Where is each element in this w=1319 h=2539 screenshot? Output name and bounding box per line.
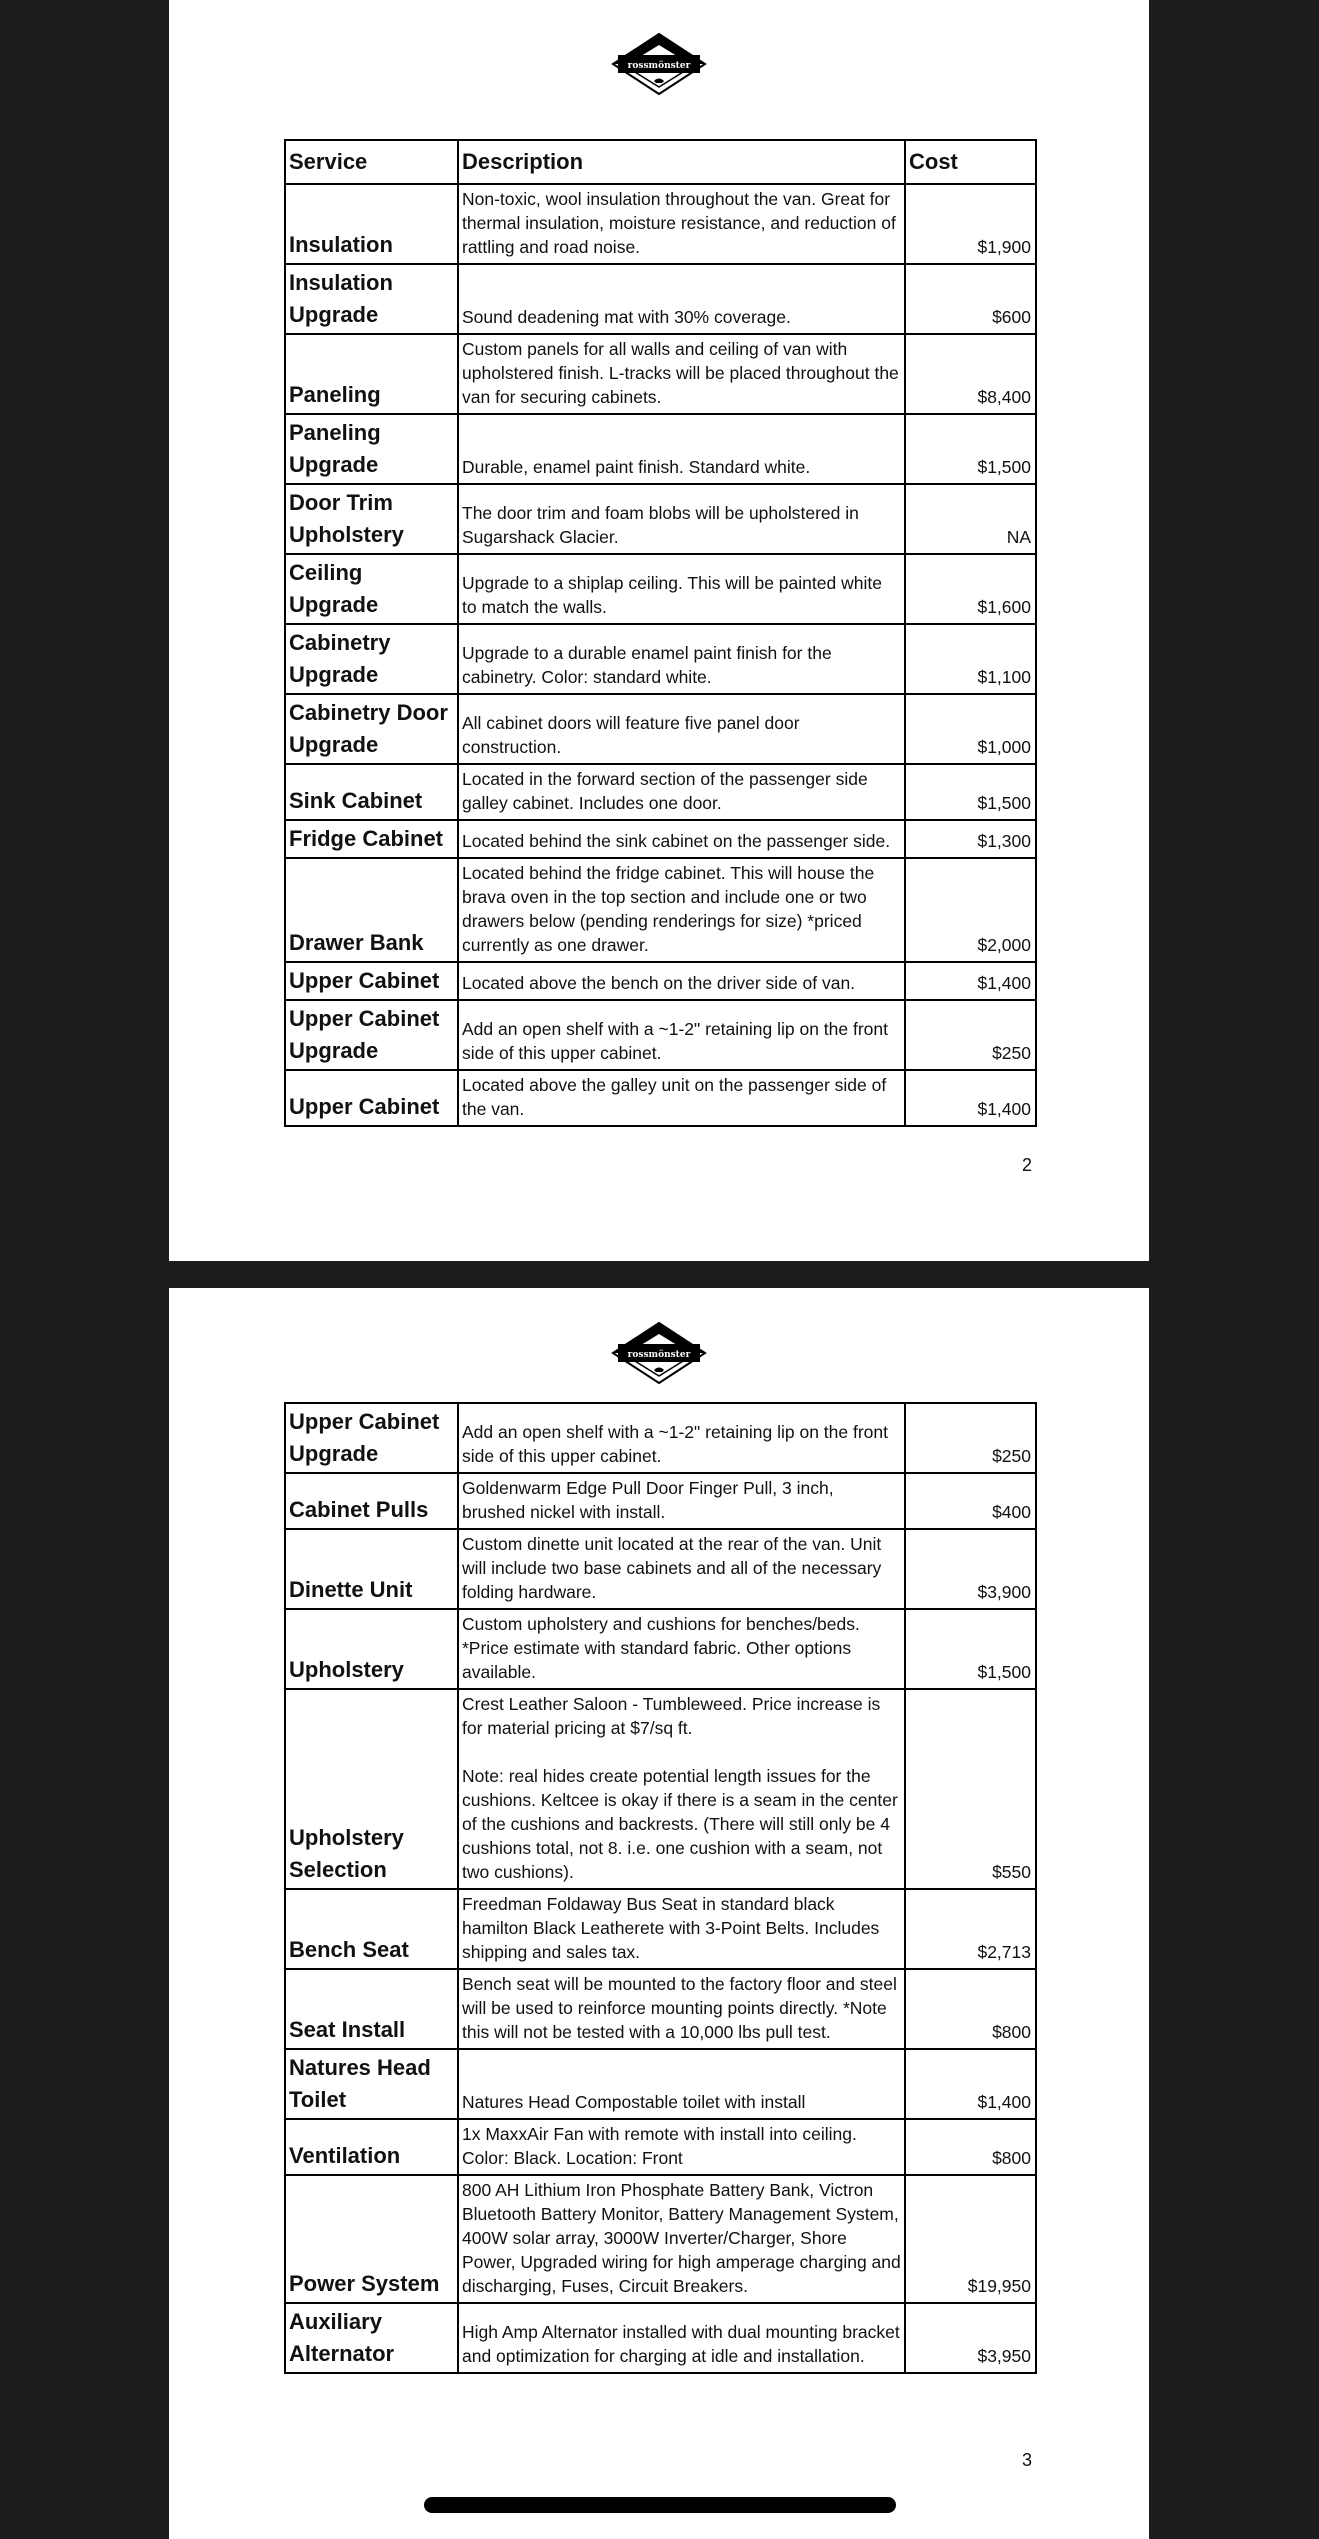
service-cell: Seat Install [285,1969,458,2049]
description-cell: The door trim and foam blobs will be upholstered in Sugarshack Glacier. [458,484,905,554]
table-row [285,1070,1036,1126]
service-cell: Cabinetry Upgrade [285,624,458,694]
table-row [285,624,1036,694]
table-row [285,1969,1036,2049]
service-cell: Upholstery [285,1609,458,1689]
service-cell: Dinette Unit [285,1529,458,1609]
cost-cell: $600 [905,264,1036,334]
cost-cell: $2,000 [905,858,1036,962]
description-cell: Natures Head Compostable toilet with install [458,2049,905,2119]
table-row [285,334,1036,414]
cost-cell: $550 [905,1689,1036,1889]
table-row [285,2303,1036,2373]
cost-cell: $19,950 [905,2175,1036,2303]
table-row [285,264,1036,334]
service-cell: Upper Cabinet [285,1070,458,1126]
cost-cell: $1,400 [905,1070,1036,1126]
rossmonster-logo [610,1320,708,1386]
description-cell: Custom dinette unit located at the rear of the van. Unit will include two base cabinets and all of the necessary folding hardware. [458,1529,905,1609]
service-cell: Upper Cabinet Upgrade [285,1403,458,1473]
cost-cell: $250 [905,1403,1036,1473]
table-row [285,1529,1036,1609]
cost-cell: $1,500 [905,764,1036,820]
table-row [285,484,1036,554]
cost-cell: $8,400 [905,334,1036,414]
cost-cell: $1,300 [905,820,1036,858]
table-row [285,1000,1036,1070]
services-table [284,139,1037,1127]
rossmonster-logo [610,31,708,97]
service-cell: Bench Seat [285,1889,458,1969]
service-cell: Fridge Cabinet [285,820,458,858]
cost-cell: $1,000 [905,694,1036,764]
table-row [285,414,1036,484]
description-cell: Upgrade to a shiplap ceiling. This will be painted white to match the walls. [458,554,905,624]
description-cell: Add an open shelf with a ~1-2" retaining lip on the front side of this upper cabinet. [458,1000,905,1070]
svg-text:rossmönster: rossmönster [627,1350,691,1360]
description-cell: Custom upholstery and cushions for benches/beds. *Price estimate with standard fabric. Other options available. [458,1609,905,1689]
service-cell: Ceiling Upgrade [285,554,458,624]
home-indicator[interactable] [424,2497,896,2513]
description-cell: 800 AH Lithium Iron Phosphate Battery Bank, Victron Bluetooth Battery Monitor, Battery Management System, 400W solar array, 3000W Inverter/Charger, Shore Power, Upgraded wiring for high amperage charging and discharging, Fuses, Circuit Breakers. [458,2175,905,2303]
table-row [285,820,1036,858]
service-cell: Paneling [285,334,458,414]
description-cell: Add an open shelf with a ~1-2" retaining lip on the front side of this upper cabinet. [458,1403,905,1473]
table-row [285,2119,1036,2175]
table-row [285,2049,1036,2119]
table-row [285,858,1036,962]
description-cell: Located behind the sink cabinet on the passenger side. [458,820,905,858]
table-row [285,554,1036,624]
svg-text:rossmönster: rossmönster [627,61,691,71]
document-page-2 [169,0,1149,1261]
description-cell: Located above the galley unit on the passenger side of the van. [458,1070,905,1126]
description-cell: Freedman Foldaway Bus Seat in standard black hamilton Black Leatherete with 3-Point Belts. Includes shipping and sales tax. [458,1889,905,1969]
cost-cell: $1,900 [905,184,1036,264]
service-cell: Power System [285,2175,458,2303]
cost-cell: $3,900 [905,1529,1036,1609]
table-row [285,1689,1036,1889]
page-number: 3 [1022,2450,1033,2470]
service-cell: Natures Head Toilet [285,2049,458,2119]
cost-cell: $1,500 [905,414,1036,484]
service-cell: Paneling Upgrade [285,414,458,484]
table-row [285,2175,1036,2303]
description-cell: High Amp Alternator installed with dual mounting bracket and optimization for charging at idle and installation. [458,2303,905,2373]
description-cell: Located behind the fridge cabinet. This will house the brava oven in the top section and include one or two drawers below (pending renderings for size) *priced currently as one drawer. [458,858,905,962]
table-row [285,1473,1036,1529]
services-table [284,1402,1037,2374]
description-cell: All cabinet doors will feature five panel door construction. [458,694,905,764]
description-cell: Goldenwarm Edge Pull Door Finger Pull, 3 inch, brushed nickel with install. [458,1473,905,1529]
description-cell: Bench seat will be mounted to the factory floor and steel will be used to reinforce mounting points directly. *Note this will not be tested with a 10,000 lbs pull test. [458,1969,905,2049]
cost-cell: $1,100 [905,624,1036,694]
table-row [285,1609,1036,1689]
service-cell: Insulation Upgrade [285,264,458,334]
cost-cell: $800 [905,1969,1036,2049]
description-cell: Custom panels for all walls and ceiling of van with upholstered finish. L-tracks will be placed throughout the van for securing cabinets. [458,334,905,414]
cost-cell: $1,500 [905,1609,1036,1689]
cost-cell: NA [905,484,1036,554]
description-cell: Crest Leather Saloon - Tumbleweed. Price increase is for material pricing at $7/sq ft. Note: real hides create potential length issues for the cushions. Keltcee is okay if there is a seam in the center of the cushions and backrests. (There will still only be 4 cushions total, not 8. i.e. one cushion with a seam, not two cushions). [458,1689,905,1889]
table-header-row [285,140,1036,184]
description-cell: 1x MaxxAir Fan with remote with install into ceiling. Color: Black. Location: Front [458,2119,905,2175]
service-cell: Upholstery Selection [285,1689,458,1889]
page-number: 2 [1022,1155,1033,1175]
cost-cell: $3,950 [905,2303,1036,2373]
service-cell: Cabinet Pulls [285,1473,458,1529]
table-row [285,1403,1036,1473]
cost-cell: $250 [905,1000,1036,1070]
cost-cell: $1,400 [905,962,1036,1000]
cost-cell: $2,713 [905,1889,1036,1969]
service-cell: Sink Cabinet [285,764,458,820]
service-cell: Cabinetry Door Upgrade [285,694,458,764]
service-cell: Upper Cabinet [285,962,458,1000]
cost-cell: $1,600 [905,554,1036,624]
cost-cell: $1,400 [905,2049,1036,2119]
description-cell: Durable, enamel paint finish. Standard white. [458,414,905,484]
cost-cell: $800 [905,2119,1036,2175]
service-cell: Upper Cabinet Upgrade [285,1000,458,1070]
description-cell: Located above the bench on the driver side of van. [458,962,905,1000]
description-column-header: Description [458,140,905,184]
service-cell: Door Trim Upholstery [285,484,458,554]
table-row [285,962,1036,1000]
description-cell: Located in the forward section of the passenger side galley cabinet. Includes one door. [458,764,905,820]
cost-column-header: Cost [905,140,1036,184]
table-row [285,764,1036,820]
service-cell: Auxiliary Alternator [285,2303,458,2373]
service-cell: Insulation [285,184,458,264]
description-cell: Non-toxic, wool insulation throughout the van. Great for thermal insulation, moisture resistance, and reduction of rattling and road noise. [458,184,905,264]
description-cell: Sound deadening mat with 30% coverage. [458,264,905,334]
table-row [285,694,1036,764]
table-row [285,1889,1036,1969]
description-cell: Upgrade to a durable enamel paint finish for the cabinetry. Color: standard white. [458,624,905,694]
service-column-header: Service [285,140,458,184]
service-cell: Ventilation [285,2119,458,2175]
document-page-3 [169,1288,1149,2539]
service-cell: Drawer Bank [285,858,458,962]
cost-cell: $400 [905,1473,1036,1529]
table-row [285,184,1036,264]
